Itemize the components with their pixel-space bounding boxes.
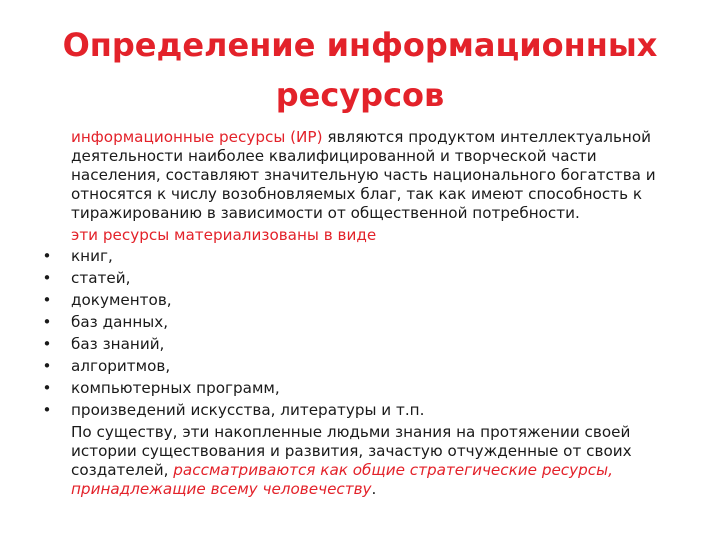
list-item xyxy=(41,311,671,333)
list-item xyxy=(41,355,671,377)
list-item xyxy=(41,377,671,399)
list-item-text: компьютерных программ, xyxy=(71,379,280,397)
conclusion-line-3-italic: рассматриваются как общие стратегические ресурсы, xyxy=(173,461,613,479)
conclusion-line-1: По существу, эти накопленные людьми знания на протяжении своей xyxy=(71,423,631,441)
bullet-icon: • xyxy=(42,335,52,353)
bullet-icon: • xyxy=(42,357,52,375)
conclusion-line-4 xyxy=(41,480,671,499)
intro-paragraph-line-1 xyxy=(41,128,671,147)
conclusion-line-4-end: . xyxy=(371,480,377,498)
slide-title xyxy=(40,20,680,120)
item-list xyxy=(41,245,671,421)
list-item-text: баз данных, xyxy=(71,313,169,331)
conclusion-line-2: истории существования и развития, зачастую отчужденные от своих xyxy=(71,442,632,460)
bullet-icon: • xyxy=(42,401,52,419)
title-line-2: ресурсов xyxy=(275,76,445,114)
title-line-1: Определение информационных xyxy=(62,26,658,64)
list-item-text: документов, xyxy=(71,291,172,309)
intro-paragraph-line-3: населения, составляют значительную часть национального богатства и xyxy=(71,166,656,184)
list-item-text: баз знаний, xyxy=(71,335,165,353)
intro-paragraph-line-4: относятся к числу возобновляемых благ, так как имеют способность к xyxy=(71,185,643,203)
intro-term: информационные ресурсы (ИР) xyxy=(71,128,323,146)
conclusion-line-3 xyxy=(41,461,671,480)
intro-paragraph-line-2: деятельности наиболее квалифицированной и творческой части xyxy=(71,147,597,165)
bullet-icon: • xyxy=(42,269,52,287)
list-item xyxy=(41,399,671,421)
list-item-text: алгоритмов, xyxy=(71,357,171,375)
intro-line-1-text: являются продуктом интеллектуальной xyxy=(322,128,651,146)
bullet-icon: • xyxy=(42,379,52,397)
conclusion-line-3-plain: создателей, xyxy=(71,461,174,479)
list-item xyxy=(41,289,671,311)
slide-body xyxy=(41,128,671,499)
conclusion-line-4-italic: принадлежащие всему человечеству xyxy=(71,480,372,498)
list-item-text: книг, xyxy=(71,247,113,265)
list-item-text: произведений искусства, литературы и т.п. xyxy=(71,401,425,419)
list-item xyxy=(41,245,671,267)
bullet-icon: • xyxy=(42,247,52,265)
list-item xyxy=(41,267,671,289)
list-item xyxy=(41,333,671,355)
materialized-line xyxy=(41,226,671,245)
materialized-text: эти ресурсы материализованы в виде xyxy=(71,226,377,244)
intro-paragraph-line-5: тиражированию в зависимости от общественной потребности. xyxy=(71,204,580,222)
bullet-icon: • xyxy=(42,291,52,309)
list-item-text: статей, xyxy=(71,269,131,287)
bullet-icon: • xyxy=(42,313,52,331)
